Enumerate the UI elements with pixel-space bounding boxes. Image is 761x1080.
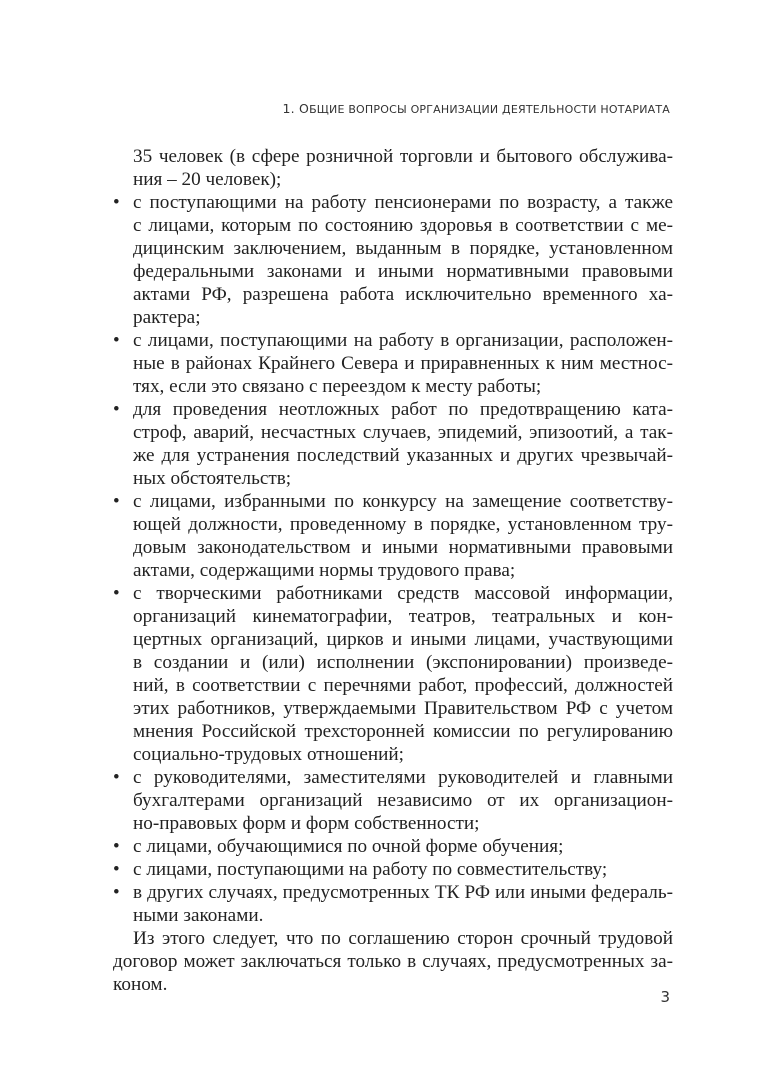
bullet-icon: •: [113, 399, 120, 420]
bullet-icon: •: [113, 583, 120, 604]
text-line: ные в районах Крайнего Севера и приравненных к ним местнос-: [133, 353, 673, 374]
text-line: коном.: [113, 974, 168, 995]
list-item: [113, 881, 673, 927]
list-item: [113, 835, 673, 858]
text-line: же для устранения последствий указанных и других чрезвычай-: [133, 445, 673, 466]
text-line: тях, если это связано с переездом к месту работы;: [133, 376, 542, 397]
list-item: [113, 329, 673, 398]
running-head-rest: БЩИЕ ВОПРОСЫ ОРГАНИЗАЦИИ ДЕЯТЕЛЬНОСТИ НОТАРИАТА: [309, 103, 670, 116]
list-item: [113, 582, 673, 766]
list-item: [113, 766, 673, 835]
text-line: в других случаях, предусмотренных ТК РФ или иными федераль-: [133, 882, 673, 903]
text-line: мнения Российской трехсторонней комиссии по регулированию: [133, 721, 673, 742]
text-line: дицинским заключением, выданным в порядке, установленном: [133, 238, 673, 259]
page-number: 3: [660, 988, 670, 1006]
text-line: с творческими работниками средств массовой информации,: [133, 583, 673, 604]
text-line: ющей должности, проведенному в порядке, установленном тру-: [133, 514, 673, 535]
text-line: рактера;: [133, 307, 201, 328]
text-line: бухгалтерами организаций независимо от их организацион-: [133, 790, 673, 811]
text-line: 35 человек (в сфере розничной торговли и бытового обслужива-: [133, 146, 673, 167]
text-line: с руководителями, заместителями руководителей и главными: [133, 767, 673, 788]
text-line: ных обстоятельств;: [133, 468, 292, 489]
text-line: федеральными законами и иными нормативными правовыми: [133, 261, 673, 282]
text-line: ными законами.: [133, 905, 264, 926]
text-line: ния – 20 человек);: [133, 169, 282, 190]
text-line: цертных организаций, цирков и иными лицами, участвующими: [133, 629, 673, 650]
list-item: [113, 490, 673, 582]
running-head: [283, 101, 670, 116]
text-line: строф, аварий, несчастных случаев, эпидемий, эпизоотий, а так-: [133, 422, 673, 443]
text-line: с лицами, избранными по конкурсу на замещение соответству-: [133, 491, 673, 512]
text-line: с лицами, поступающими на работу по совместительству;: [133, 859, 608, 880]
bullet-icon: •: [113, 330, 120, 351]
bullet-icon: •: [113, 836, 120, 857]
text-line: с лицами, которым по состоянию здоровья в соответствии с ме-: [133, 215, 673, 236]
text-line: договор может заключаться только в случаях, предусмотренных за-: [113, 951, 673, 972]
page-body: [113, 145, 673, 996]
text-line: для проведения неотложных работ по предотвращению ката-: [133, 399, 673, 420]
running-head-first-letter: О: [299, 101, 310, 116]
text-line: этих работников, утверждаемыми Правительством РФ с учетом: [133, 698, 673, 719]
list-item: [113, 398, 673, 490]
text-line: социально-трудовых отношений;: [133, 744, 404, 765]
bullet-icon: •: [113, 859, 120, 880]
text-line: но-правовых форм и форм собственности;: [133, 813, 480, 834]
conclusion-paragraph: [113, 927, 673, 996]
list-item: [113, 858, 673, 881]
text-line: Из этого следует, что по соглашению сторон срочный трудовой: [133, 928, 673, 949]
text-line: актами РФ, разрешена работа исключительно временного ха-: [133, 284, 673, 305]
bullet-icon: •: [113, 192, 120, 213]
text-line: с поступающими на работу пенсионерами по возрасту, а также: [133, 192, 673, 213]
text-line: актами, содержащими нормы трудового права;: [133, 560, 516, 581]
text-line: в создании и (или) исполнении (экспонировании) произведе-: [133, 652, 673, 673]
text-line: ний, в соответствии с перечнями работ, профессий, должностей: [133, 675, 673, 696]
bullet-icon: •: [113, 491, 120, 512]
text-line: довым законодательством и иными нормативными правовыми: [133, 537, 673, 558]
list-item: [113, 191, 673, 329]
bullet-icon: •: [113, 882, 120, 903]
running-head-number: 1.: [282, 101, 300, 116]
text-line: с лицами, обучающимися по очной форме обучения;: [133, 836, 564, 857]
bullet-icon: •: [113, 767, 120, 788]
continuation-paragraph: [113, 145, 673, 191]
text-line: организаций кинематографии, театров, театральных и кон-: [133, 606, 673, 627]
text-line: с лицами, поступающими на работу в организации, расположен-: [133, 330, 673, 351]
